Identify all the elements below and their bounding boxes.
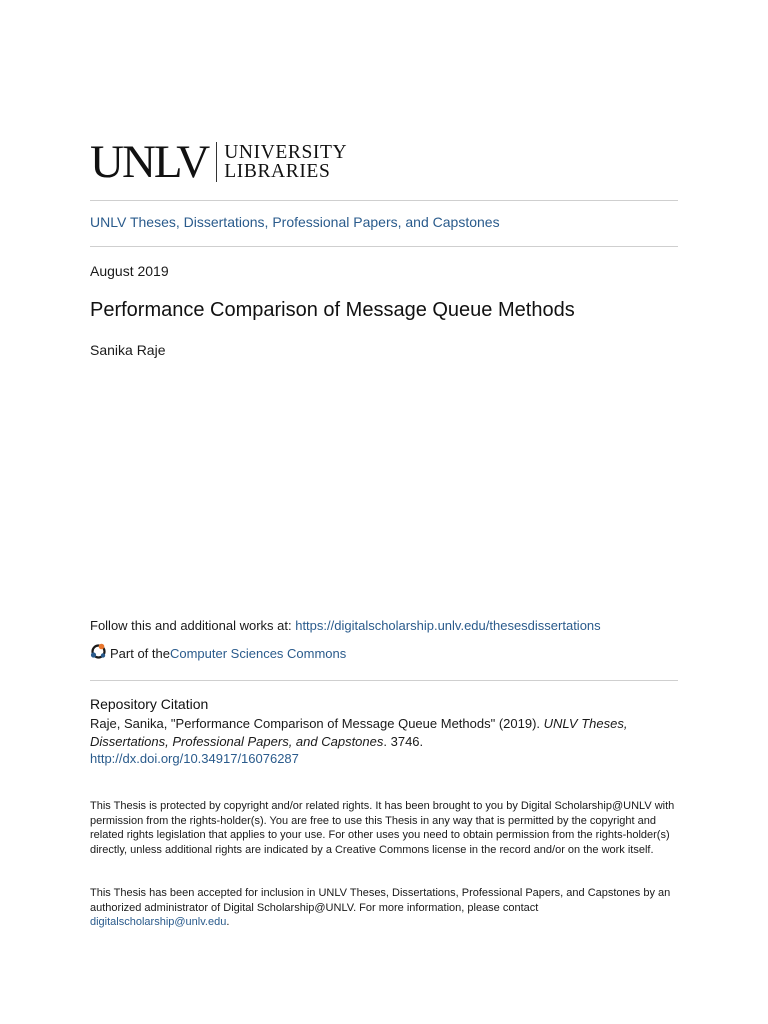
follow-prefix: Follow this and additional works at: [90,618,296,633]
series-link[interactable]: UNLV Theses, Dissertations, Professional Papers, and Capstones [90,214,500,230]
author-name: Sanika Raje [90,342,166,358]
divider-citation [90,680,678,681]
acceptance-statement [90,886,676,930]
network-icon [90,643,110,663]
logo-line-2: LIBRARIES [224,161,331,182]
collection-url-link[interactable]: https://digitalscholarship.unlv.edu/thesesdissertations [295,618,601,633]
logo-wordmark: UNLV [90,136,209,188]
citation-plain: Raje, Sanika, "Performance Comparison of Message Queue Methods" (2019). [90,716,544,731]
part-of-line [90,643,346,663]
contact-email-link[interactable]: digitalscholarship@unlv.edu [90,916,227,929]
doi-link[interactable]: http://dx.doi.org/10.34917/16076287 [90,751,299,766]
logo-line-1: UNIVERSITY [224,142,348,163]
computer-sciences-commons-link[interactable]: Computer Sciences Commons [169,645,347,661]
rights-statement: This Thesis is protected by copyright and/or related rights. It has been brought to you by Digital Scholarship@UNLV with permission from the rights-holder(s). You are free to use this Thesis in any way that is permitted by the copyright and related rights legislation that applies to your use. For other uses you need to obtain permission from the rights-holder(s) directly, unless additional rights are indicated by a Creative Commons license in the record and/or on the work itself. [90,800,675,856]
citation-tail: . 3746. [383,733,424,749]
logo-subtitle [224,143,347,181]
unlv-libraries-logo[interactable] [90,136,348,188]
publication-date: August 2019 [90,263,169,279]
follow-line [90,618,601,633]
divider-series [90,246,678,247]
logo-divider [216,142,217,182]
part-of-prefix: Part of the [110,645,170,661]
divider-top [90,200,678,201]
thesis-title: Performance Comparison of Message Queue Methods [90,299,575,321]
repository-citation-text [90,715,650,768]
acceptance-tail: . [226,916,230,929]
acceptance-text: This Thesis has been accepted for inclusion in UNLV Theses, Dissertations, Professional Papers, and Capstones by an authorized administrator of Digital Scholarship@UNLV. For more information, please contact [90,887,671,914]
repository-citation-heading: Repository Citation [90,696,209,712]
citation-italic: UNLV Theses, Dissertations, Professional Papers, and Capstones [90,716,628,749]
